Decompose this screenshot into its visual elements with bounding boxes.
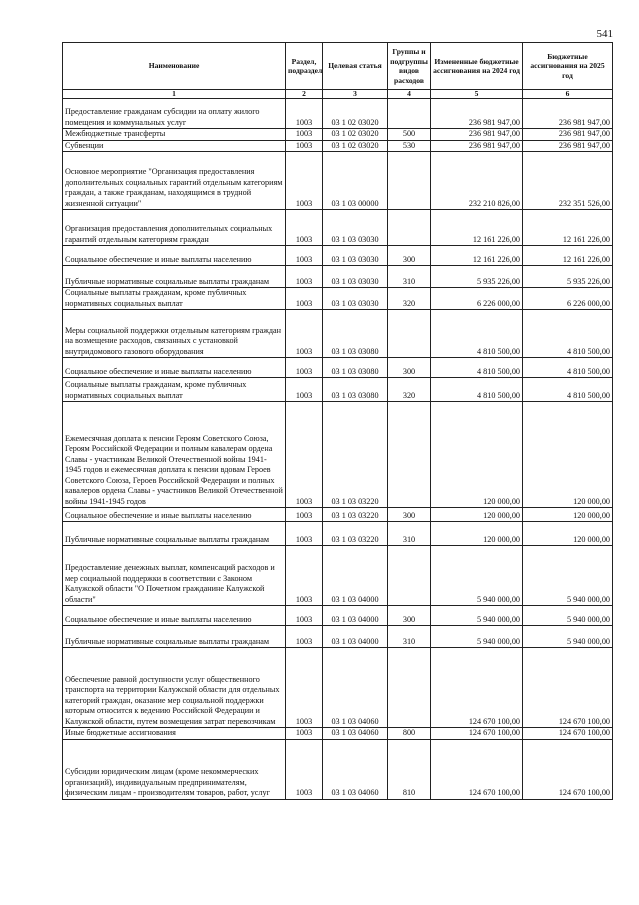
row-amount-2024: 4 810 500,00 bbox=[431, 310, 523, 358]
row-name: Субвенции bbox=[63, 140, 286, 152]
row-amount-2025: 124 670 100,00 bbox=[523, 648, 613, 728]
row-group bbox=[388, 152, 431, 210]
table-row bbox=[63, 522, 613, 546]
row-amount-2024: 120 000,00 bbox=[431, 522, 523, 546]
row-target: 03 1 03 03080 bbox=[323, 358, 388, 378]
row-amount-2025: 4 810 500,00 bbox=[523, 310, 613, 358]
header-changed-2024: Измененные бюджетные ассигнования на 2024 год bbox=[431, 43, 523, 90]
row-amount-2025: 12 161 226,00 bbox=[523, 210, 613, 246]
table-row bbox=[63, 288, 613, 310]
row-section: 1003 bbox=[286, 210, 323, 246]
row-amount-2024: 4 810 500,00 bbox=[431, 358, 523, 378]
row-target: 03 1 03 03030 bbox=[323, 246, 388, 266]
row-name: Публичные нормативные социальные выплаты гражданам bbox=[63, 522, 286, 546]
row-target: 03 1 03 04060 bbox=[323, 648, 388, 728]
row-amount-2024: 5 940 000,00 bbox=[431, 546, 523, 606]
table-row bbox=[63, 606, 613, 626]
col-number: 6 bbox=[523, 90, 613, 99]
row-target: 03 1 02 03020 bbox=[323, 99, 388, 129]
row-group bbox=[388, 310, 431, 358]
row-target: 03 1 03 04000 bbox=[323, 606, 388, 626]
row-section: 1003 bbox=[286, 246, 323, 266]
row-section: 1003 bbox=[286, 728, 323, 740]
row-section: 1003 bbox=[286, 129, 323, 141]
row-target: 03 1 03 03030 bbox=[323, 288, 388, 310]
col-number: 1 bbox=[63, 90, 286, 99]
table-row bbox=[63, 266, 613, 288]
row-amount-2025: 236 981 947,00 bbox=[523, 140, 613, 152]
row-amount-2024: 124 670 100,00 bbox=[431, 739, 523, 799]
row-amount-2025: 5 940 000,00 bbox=[523, 606, 613, 626]
row-group bbox=[388, 402, 431, 508]
row-amount-2025: 4 810 500,00 bbox=[523, 358, 613, 378]
row-name: Публичные нормативные социальные выплаты гражданам bbox=[63, 266, 286, 288]
row-target: 03 1 03 03080 bbox=[323, 310, 388, 358]
table-row bbox=[63, 508, 613, 522]
col-number: 4 bbox=[388, 90, 431, 99]
row-name: Межбюджетные трансферты bbox=[63, 129, 286, 141]
row-group: 300 bbox=[388, 606, 431, 626]
row-amount-2025: 4 810 500,00 bbox=[523, 378, 613, 402]
row-amount-2024: 12 161 226,00 bbox=[431, 210, 523, 246]
row-group: 320 bbox=[388, 378, 431, 402]
row-amount-2025: 124 670 100,00 bbox=[523, 728, 613, 740]
row-amount-2024: 124 670 100,00 bbox=[431, 648, 523, 728]
row-name: Предоставление денежных выплат, компенсаций расходов и мер социальной поддержки в соответствии с Законом Калужской области "О Почетном гражданине Калужской области" bbox=[63, 546, 286, 606]
table-row bbox=[63, 129, 613, 141]
row-group: 310 bbox=[388, 266, 431, 288]
row-section: 1003 bbox=[286, 522, 323, 546]
table-row bbox=[63, 140, 613, 152]
row-name: Социальные выплаты гражданам, кроме публичных нормативных социальных выплат bbox=[63, 288, 286, 310]
table-row bbox=[63, 210, 613, 246]
row-group: 810 bbox=[388, 739, 431, 799]
table-row bbox=[63, 546, 613, 606]
row-target: 03 1 03 04060 bbox=[323, 739, 388, 799]
header-target: Целевая статья bbox=[323, 43, 388, 90]
row-section: 1003 bbox=[286, 152, 323, 210]
row-group: 300 bbox=[388, 508, 431, 522]
row-name: Предоставление гражданам субсидии на оплату жилого помещения и коммунальных услуг bbox=[63, 99, 286, 129]
row-section: 1003 bbox=[286, 648, 323, 728]
table-row bbox=[63, 99, 613, 129]
header-name: Наименование bbox=[63, 43, 286, 90]
row-target: 03 1 03 00000 bbox=[323, 152, 388, 210]
table-row bbox=[63, 378, 613, 402]
row-amount-2024: 124 670 100,00 bbox=[431, 728, 523, 740]
row-group bbox=[388, 546, 431, 606]
row-amount-2025: 236 981 947,00 bbox=[523, 99, 613, 129]
row-target: 03 1 03 03030 bbox=[323, 210, 388, 246]
row-name: Социальное обеспечение и иные выплаты населению bbox=[63, 358, 286, 378]
table-row bbox=[63, 358, 613, 378]
page-number: 541 bbox=[596, 28, 613, 40]
row-section: 1003 bbox=[286, 310, 323, 358]
row-amount-2024: 120 000,00 bbox=[431, 508, 523, 522]
row-name: Иные бюджетные ассигнования bbox=[63, 728, 286, 740]
row-group: 500 bbox=[388, 129, 431, 141]
row-section: 1003 bbox=[286, 358, 323, 378]
row-section: 1003 bbox=[286, 606, 323, 626]
row-name: Социальное обеспечение и иные выплаты населению bbox=[63, 508, 286, 522]
row-section: 1003 bbox=[286, 266, 323, 288]
budget-table bbox=[62, 42, 613, 800]
row-target: 03 1 02 03020 bbox=[323, 129, 388, 141]
table-row bbox=[63, 152, 613, 210]
table-row bbox=[63, 246, 613, 266]
row-target: 03 1 03 04060 bbox=[323, 728, 388, 740]
row-section: 1003 bbox=[286, 140, 323, 152]
row-amount-2025: 236 981 947,00 bbox=[523, 129, 613, 141]
table-row bbox=[63, 626, 613, 648]
row-amount-2024: 236 981 947,00 bbox=[431, 99, 523, 129]
row-name: Публичные нормативные социальные выплаты гражданам bbox=[63, 626, 286, 648]
row-name: Социальное обеспечение и иные выплаты населению bbox=[63, 246, 286, 266]
table-header bbox=[63, 43, 613, 99]
row-name: Меры социальной поддержки отдельным категориям граждан на возмещение расходов, связанных с установкой внутридомового газового оборудования bbox=[63, 310, 286, 358]
row-amount-2025: 6 226 000,00 bbox=[523, 288, 613, 310]
row-amount-2024: 236 981 947,00 bbox=[431, 129, 523, 141]
row-amount-2024: 5 940 000,00 bbox=[431, 606, 523, 626]
row-section: 1003 bbox=[286, 626, 323, 648]
row-group: 300 bbox=[388, 246, 431, 266]
col-number: 5 bbox=[431, 90, 523, 99]
table-row bbox=[63, 648, 613, 728]
row-section: 1003 bbox=[286, 546, 323, 606]
row-amount-2025: 120 000,00 bbox=[523, 508, 613, 522]
row-amount-2025: 124 670 100,00 bbox=[523, 739, 613, 799]
row-target: 03 1 03 04000 bbox=[323, 546, 388, 606]
col-number: 2 bbox=[286, 90, 323, 99]
row-amount-2024: 5 935 226,00 bbox=[431, 266, 523, 288]
row-name: Обеспечение равной доступности услуг общественного транспорта на территории Калужской области для отдельных категорий граждан, оказание мер социальной поддержки которым относится к ведению Российской Федерации и Калужской области, путем возмещения затрат перевозчикам bbox=[63, 648, 286, 728]
table-row bbox=[63, 402, 613, 508]
row-group: 320 bbox=[388, 288, 431, 310]
col-number: 3 bbox=[323, 90, 388, 99]
row-amount-2025: 12 161 226,00 bbox=[523, 246, 613, 266]
row-amount-2024: 120 000,00 bbox=[431, 402, 523, 508]
row-section: 1003 bbox=[286, 508, 323, 522]
row-target: 03 1 03 03220 bbox=[323, 402, 388, 508]
row-group bbox=[388, 99, 431, 129]
row-group: 530 bbox=[388, 140, 431, 152]
row-name: Социальное обеспечение и иные выплаты населению bbox=[63, 606, 286, 626]
row-name: Социальные выплаты гражданам, кроме публичных нормативных социальных выплат bbox=[63, 378, 286, 402]
row-target: 03 1 02 03020 bbox=[323, 140, 388, 152]
row-group: 310 bbox=[388, 522, 431, 546]
row-amount-2024: 236 981 947,00 bbox=[431, 140, 523, 152]
row-amount-2025: 120 000,00 bbox=[523, 522, 613, 546]
row-amount-2025: 232 351 526,00 bbox=[523, 152, 613, 210]
row-amount-2025: 120 000,00 bbox=[523, 402, 613, 508]
header-budget-2025: Бюджетные ассигнования на 2025 год bbox=[523, 43, 613, 90]
row-group: 310 bbox=[388, 626, 431, 648]
row-name: Организация предоставления дополнительных социальных гарантий отдельным категориям граждан bbox=[63, 210, 286, 246]
table-body bbox=[63, 99, 613, 800]
row-section: 1003 bbox=[286, 288, 323, 310]
row-target: 03 1 03 04000 bbox=[323, 626, 388, 648]
row-group: 800 bbox=[388, 728, 431, 740]
row-amount-2025: 5 940 000,00 bbox=[523, 546, 613, 606]
row-section: 1003 bbox=[286, 739, 323, 799]
row-section: 1003 bbox=[286, 99, 323, 129]
row-amount-2024: 6 226 000,00 bbox=[431, 288, 523, 310]
row-group bbox=[388, 210, 431, 246]
row-amount-2024: 232 210 826,00 bbox=[431, 152, 523, 210]
row-target: 03 1 03 03080 bbox=[323, 378, 388, 402]
row-target: 03 1 03 03220 bbox=[323, 508, 388, 522]
row-name: Основное мероприятие "Организация предоставления дополнительных социальных гарантий отдельным категориям граждан, а также гражданам, находящимся в трудной жизненной ситуации" bbox=[63, 152, 286, 210]
row-amount-2024: 4 810 500,00 bbox=[431, 378, 523, 402]
row-name: Ежемесячная доплата к пенсии Героям Советского Союза, Героям Российской Федерации и полным кавалерам ордена Славы - участникам Великой Отечественной войны 1941-1945 годов и ежемесячная доплата к пенсии вдовам Героев Советского Союза, Героев Российской Федерации и полных кавалеров ордена Славы - участников Великой Отечественной войны 1941-1945 годов bbox=[63, 402, 286, 508]
row-name: Субсидии юридическим лицам (кроме некоммерческих организаций), индивидуальным предпринимателям, физическим лицам - производителям товаров, работ, услуг bbox=[63, 739, 286, 799]
table-row bbox=[63, 739, 613, 799]
row-group bbox=[388, 648, 431, 728]
row-amount-2025: 5 940 000,00 bbox=[523, 626, 613, 648]
row-section: 1003 bbox=[286, 402, 323, 508]
header-groups: Группы и подгруппы видов расходов bbox=[388, 43, 431, 90]
row-amount-2024: 12 161 226,00 bbox=[431, 246, 523, 266]
row-target: 03 1 03 03030 bbox=[323, 266, 388, 288]
row-amount-2024: 5 940 000,00 bbox=[431, 626, 523, 648]
table-row bbox=[63, 310, 613, 358]
header-section: Раздел, подраздел bbox=[286, 43, 323, 90]
row-target: 03 1 03 03220 bbox=[323, 522, 388, 546]
row-group: 300 bbox=[388, 358, 431, 378]
row-amount-2025: 5 935 226,00 bbox=[523, 266, 613, 288]
table-row bbox=[63, 728, 613, 740]
row-section: 1003 bbox=[286, 378, 323, 402]
